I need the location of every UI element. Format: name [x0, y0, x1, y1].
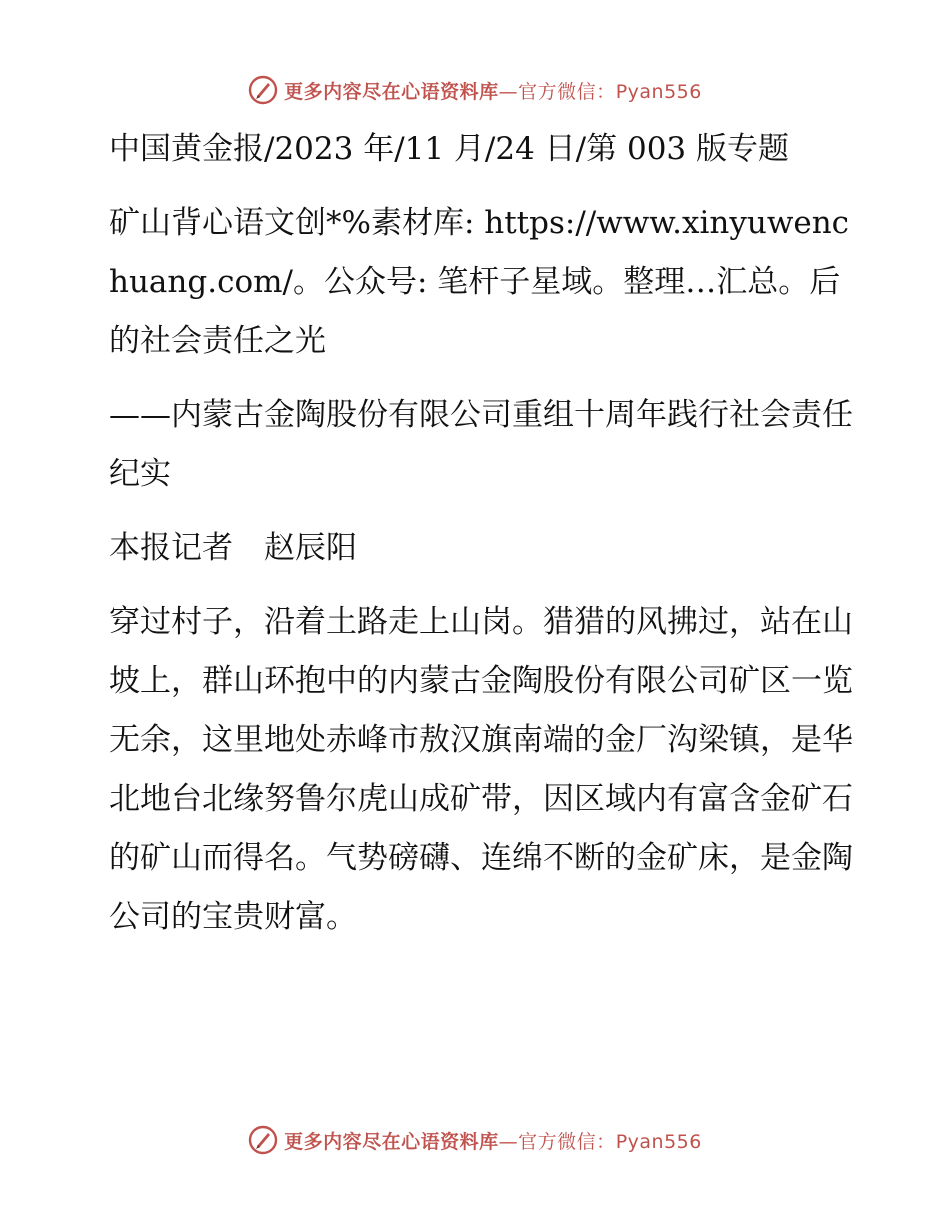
document-body: [97, 120, 857, 962]
banner-wechat-label: 官方微信：: [518, 1130, 616, 1153]
promo-line: 矿山背心语文创*%素材库: https://www.xinyuwenchuang.com/。公众号: 笔杆子星域。整理…汇总。后的社会责任之光: [109, 205, 850, 359]
banner-main-text: 更多内容尽在心语资料库: [284, 80, 499, 103]
quill-pen-icon: [248, 1125, 278, 1155]
byline: 本报记者 赵辰阳: [109, 530, 357, 566]
banner-text: [284, 1127, 702, 1154]
banner-wechat-id: Pyan556: [615, 80, 702, 103]
source-line: 中国黄金报/2023 年/11 月/24 日/第 003 版专题: [109, 131, 790, 167]
article-subtitle: ——内蒙古金陶股份有限公司重组十周年践行社会责任纪实: [109, 397, 853, 492]
banner-main-text: 更多内容尽在心语资料库: [284, 1130, 499, 1153]
banner-text: [284, 77, 702, 104]
banner-wechat-label: 官方微信：: [518, 80, 616, 103]
banner-separator: —: [498, 1130, 519, 1153]
body-paragraph: 穿过村子，沿着土路走上山岗。猎猎的风拂过，站在山坡上，群山环抱中的内蒙古金陶股份有限公司矿区一览无余，这里地处赤峰市敖汉旗南端的金厂沟梁镇，是华北地台北缘努鲁尔虎山成矿带，因区域内有富含金矿石的矿山而得名。气势磅礴、连绵不断的金矿床，是金陶公司的宝贵财富。: [109, 604, 853, 935]
banner-separator: —: [498, 80, 519, 103]
header-banner: [0, 70, 950, 110]
banner-wechat-id: Pyan556: [615, 1130, 702, 1153]
quill-pen-icon: [248, 75, 278, 105]
footer-banner: [0, 1120, 950, 1160]
